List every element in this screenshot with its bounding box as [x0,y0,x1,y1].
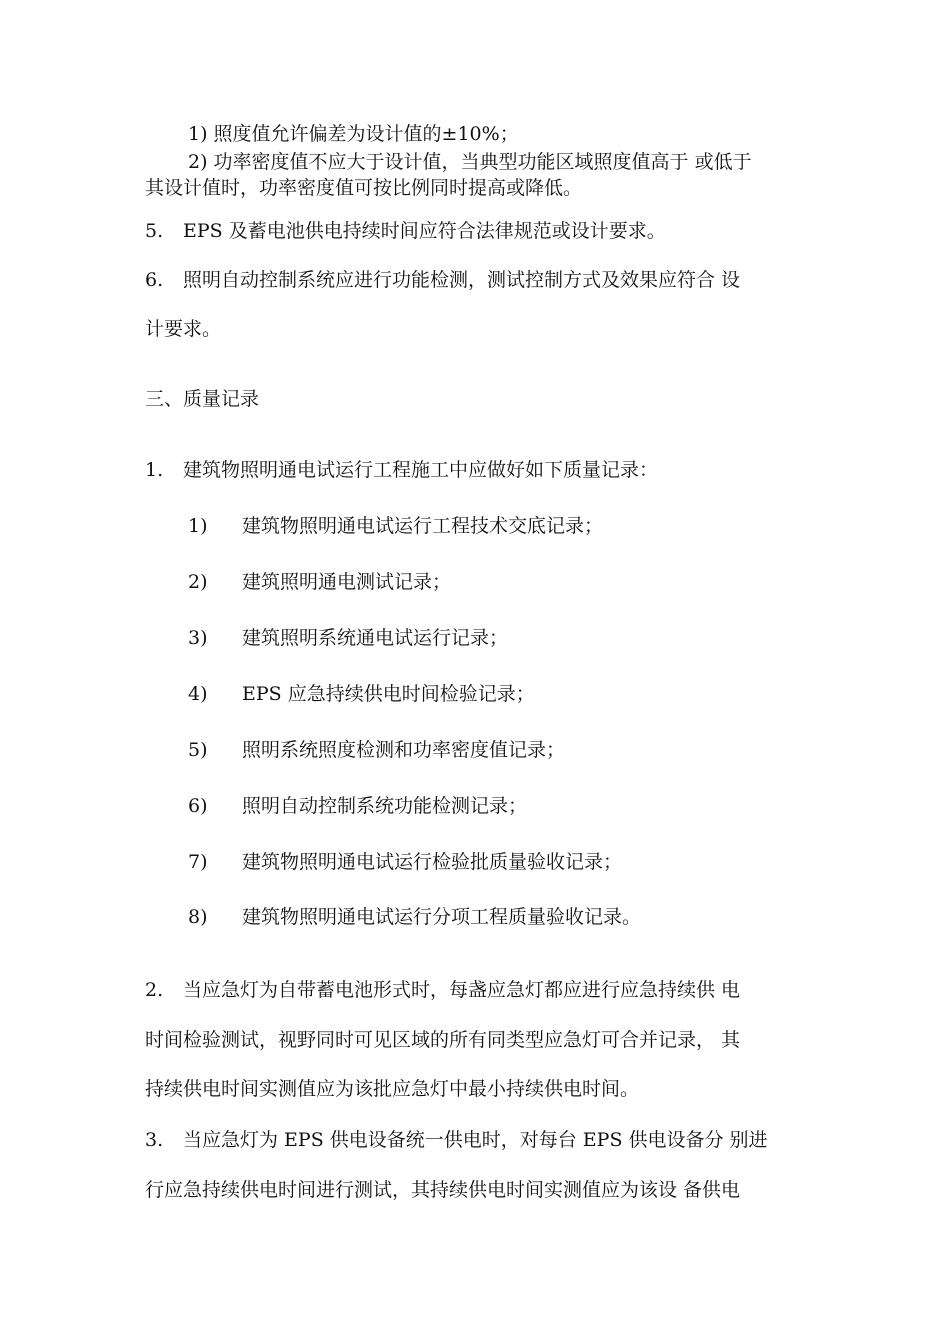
item-6-line-2: 计要求。 [145,318,222,340]
record-item-number: 6) [188,795,208,817]
item-5-text: EPS 及蓄电池供电持续时间应符合法律规范或设计要求。 [183,220,666,242]
section-heading: 三、质量记录 [145,388,260,410]
record-item [188,682,535,706]
record-item [188,514,603,538]
record-item [188,626,508,650]
record-3-number: 3. [145,1129,164,1151]
record-item-number: 1) [188,515,208,537]
record-item [188,570,451,594]
item-5-number: 5. [145,220,164,242]
record-2-line-3: 持续供电时间实测值应为该批应急灯中最小持续供电时间。 [145,1078,640,1100]
record-item [188,905,641,929]
record-intro-text: 建筑物照明通电试运行工程施工中应做好如下质量记录： [183,459,659,481]
record-item-number: 2) [188,571,208,593]
record-item-text: 建筑照明系统通电试运行记录； [242,627,509,649]
item-5 [145,219,666,243]
record-item-number: 4) [188,683,208,705]
item-6-number: 6. [145,269,164,291]
record-item [188,738,565,762]
record-item-number: 8) [188,906,208,928]
record-item-number: 5) [188,739,208,761]
record-item-text: 照明自动控制系统功能检测记录； [242,795,528,817]
record-item-text: 照明系统照度检测和功率密度值记录； [242,739,566,761]
intro-item-2: 2) 功率密度值不应大于设计值，当典型功能区域照度值高于 或低于 [188,151,752,173]
record-2-text-1: 当应急灯为自带蓄电池形式时，每盏应急灯都应进行应急持续供 电 [183,979,741,1001]
record-item-text: 建筑物照明通电试运行分项工程质量验收记录。 [242,906,642,928]
record-item-text: 建筑物照明通电试运行检验批质量验收记录； [242,851,623,873]
record-2-number: 2. [145,979,164,1001]
record-intro-number: 1. [145,459,164,481]
record-2-line-2: 时间检验测试，视野同时可见区域的所有同类型应急灯可合并记录， 其 [145,1029,741,1051]
item-6-line-1 [145,268,740,292]
intro-item-2-continuation: 其设计值时，功率密度值可按比例同时提高或降低。 [145,177,583,199]
record-item-text: 建筑照明通电测试记录； [242,571,452,593]
record-item-number: 3) [188,627,208,649]
record-item-text: 建筑物照明通电试运行工程技术交底记录； [242,515,604,537]
record-item [188,850,622,874]
record-2-line-1 [145,978,740,1002]
item-6-text-1: 照明自动控制系统应进行功能检测，测试控制方式及效果应符合 设 [183,269,741,291]
record-3-line-2: 行应急持续供电时间进行测试，其持续供电时间实测值应为该设 备供电 [145,1179,741,1201]
record-3-line-1 [145,1128,768,1152]
record-3-text-1: 当应急灯为 EPS 供电设备统一供电时，对每台 EPS 供电设备分 别进 [183,1129,768,1151]
record-item-number: 7) [188,851,208,873]
record-intro [145,458,658,482]
record-item-text: EPS 应急持续供电时间检验记录； [242,683,535,705]
record-item [188,794,527,818]
intro-item-1: 1) 照度值允许偏差为设计值的±10%； [188,123,519,145]
